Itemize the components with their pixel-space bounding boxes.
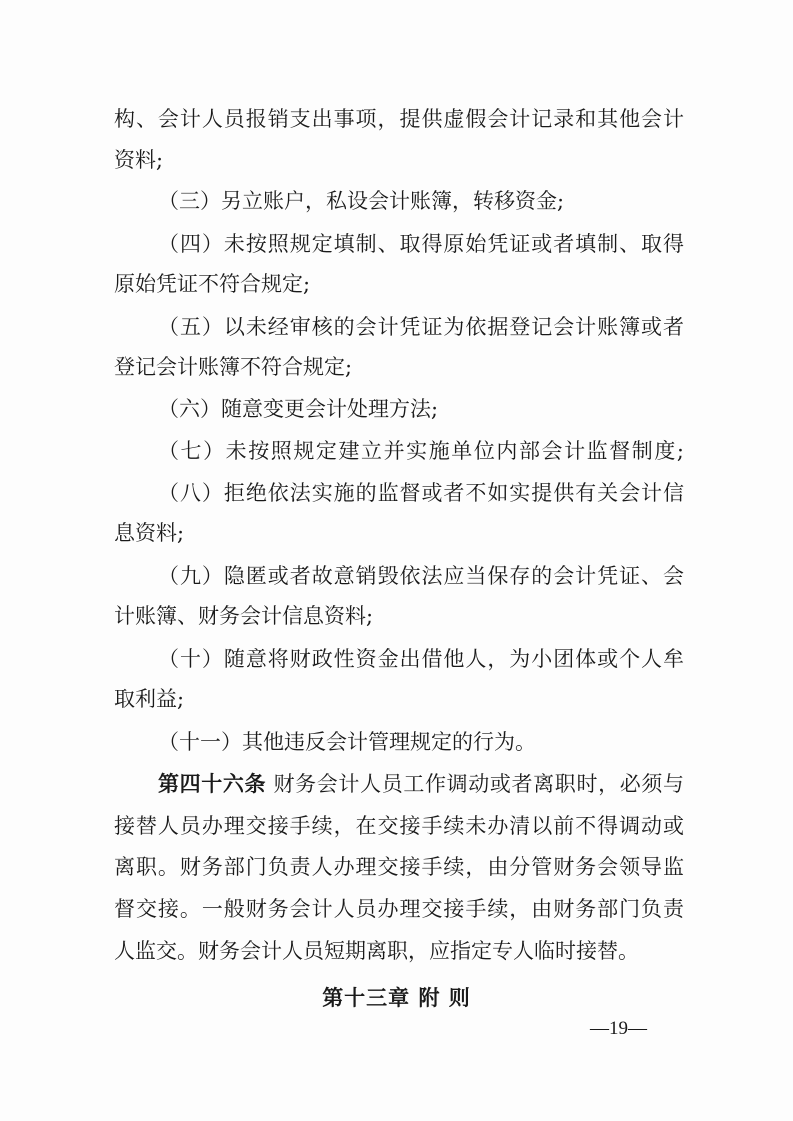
- list-item: （六）随意变更会计处理方法;: [158, 397, 439, 421]
- list-item: （十一）其他违反会计管理规定的行为。: [158, 730, 536, 754]
- text-line: 接替人员办理交接手续，在交接手续未办清以前不得调动或: [114, 814, 684, 838]
- text-line: 计账簿、财务会计信息资料;: [114, 604, 374, 628]
- text-line: 原始凭证不符合规定;: [114, 272, 311, 296]
- text-line: 督交接。一般财务会计人员办理交接手续，由财务部门负责: [114, 897, 684, 921]
- list-item: （三）另立账户，私设会计账簿，转移资金;: [158, 189, 565, 213]
- list-item: （八）拒绝依法实施的监督或者不如实提供有关会计信: [158, 481, 684, 505]
- page-number: —19—: [590, 1018, 647, 1039]
- article-text: 财务会计人员工作调动或者离职时，必须与: [266, 772, 684, 796]
- text-line: 登记会计账簿不符合规定;: [114, 355, 353, 379]
- chapter-title: 第十三章 附 则: [322, 986, 471, 1010]
- list-item: （七）未按照规定建立并实施单位内部会计监督制度;: [158, 439, 684, 463]
- text-line: 人监交。财务会计人员短期离职，应指定专人临时接替。: [114, 939, 639, 963]
- text-line: 资料;: [114, 148, 164, 172]
- list-item: （五）以未经审核的会计凭证为依据登记会计账簿或者: [158, 315, 684, 339]
- text-line: 构、会计人员报销支出事项，提供虚假会计记录和其他会计: [114, 107, 684, 131]
- text-line: 息资料;: [114, 521, 185, 545]
- list-item: （九）隐匿或者故意销毁依法应当保存的会计凭证、会: [158, 564, 684, 588]
- text-line: 取利益;: [114, 687, 185, 711]
- article-heading: 第四十六条: [158, 772, 267, 796]
- list-item: （四）未按照规定填制、取得原始凭证或者填制、取得: [158, 232, 684, 256]
- article-46-first-line: [158, 769, 684, 799]
- list-item: （十）随意将财政性资金出借他人，为小团体或个人牟: [158, 647, 684, 671]
- text-line: 离职。财务部门负责人办理交接手续，由分管财务会领导监: [114, 855, 684, 879]
